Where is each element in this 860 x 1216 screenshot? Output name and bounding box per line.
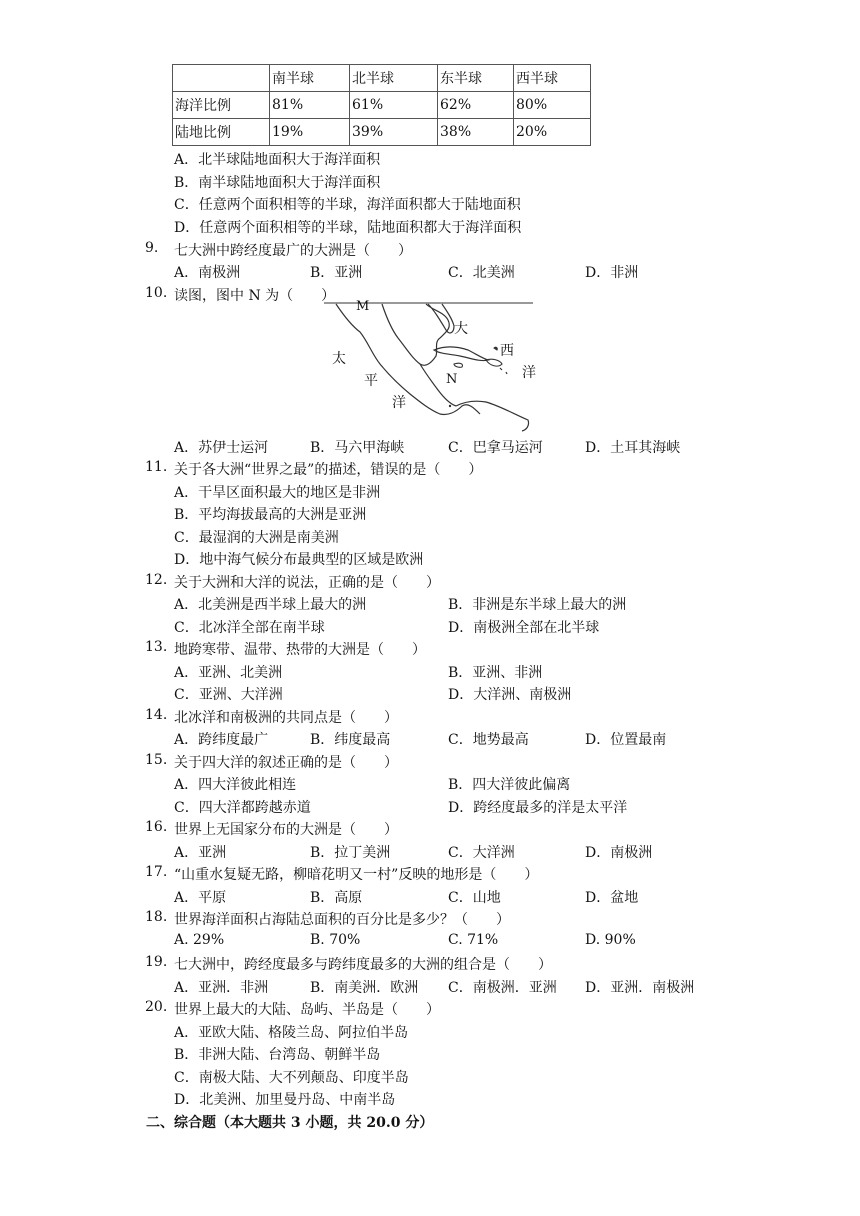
q11-number: 11. [145,459,168,475]
table-header-cell [173,65,270,92]
hemisphere-ratio-table [172,64,591,146]
q20-number: 20. [145,999,168,1015]
table-header-cell: 东半球 [438,65,514,92]
q17-option-a: A．平原 [174,890,227,906]
table-cell: 81% [270,92,350,119]
map-outline-svg [322,302,534,432]
table-cell: 陆地比例 [173,119,270,146]
q14-stem: 北冰洋和南极洲的共同点是（ ） [174,710,398,726]
q10-option-d: D．土耳其海峡 [585,440,681,456]
q15-option-c: C．四大洋都跨越赤道 [174,800,311,816]
q14-option-d: D．位置最南 [585,732,667,748]
q12-option-d: D．南极洲全部在北半球 [448,620,600,636]
q9-option-c: C．北美洲 [448,265,515,281]
q13-stem: 地跨寒带、温带、热带的大洲是（ ） [174,642,426,658]
q12-option-b: B．非洲是东半球上最大的洲 [448,597,627,613]
q15-stem: 关于四大洋的叙述正确的是（ ） [174,755,398,771]
q8-option-b: B．南半球陆地面积大于海洋面积 [174,175,381,191]
map-label-tai: 太 [332,351,346,367]
q13-option-a: A．亚洲、北美洲 [174,665,283,681]
q20-option-c: C．南极大陆、大不列颠岛、印度半岛 [174,1070,409,1086]
q16-option-c: C．大洋洲 [448,845,515,861]
table-cell: 19% [270,119,350,146]
q20-stem: 世界上最大的大陆、岛屿、半岛是（ ） [174,1002,440,1018]
q14-option-c: C．地势最高 [448,732,529,748]
q18-option-b: B. 70% [310,932,361,948]
q14-number: 14. [145,707,168,723]
q19-option-c: C．南极洲．亚洲 [448,980,557,996]
table-cell: 38% [438,119,514,146]
q19-number: 19. [145,954,168,970]
map-label-yang2: 洋 [392,395,406,411]
q15-option-b: B．四大洋彼此偏离 [448,777,571,793]
table-cell: 海洋比例 [173,92,270,119]
q18-option-d: D. 90% [585,932,636,948]
q11-option-b: B．平均海拔最高的大洲是亚洲 [174,507,367,523]
q11-option-d: D．地中海气候分布最典型的区域是欧洲 [174,552,424,568]
table-cell: 80% [514,92,591,119]
q11-stem: 关于各大洲“世界之最”的描述，错误的是（ ） [174,462,483,478]
q8-option-c: C．任意两个面积相等的半球，海洋面积都大于陆地面积 [174,197,521,213]
q13-option-b: B．亚洲、非洲 [448,665,543,681]
section-heading: 二、综合题（本大题共 3 小题，共 20.0 分） [146,1115,434,1131]
q12-stem: 关于大洲和大洋的说法，正确的是（ ） [174,575,440,591]
q10-stem: 读图，图中 N 为（ ） [174,288,336,304]
q15-option-a: A．四大洋彼此相连 [174,777,297,793]
q9-stem: 七大洲中跨经度最广的大洲是（ ） [174,243,412,259]
q10-option-c: C．巴拿马运河 [448,440,543,456]
q12-number: 12. [145,572,168,588]
q14-option-b: B．纬度最高 [310,732,391,748]
q17-number: 17. [145,864,168,880]
table-header-cell: 南半球 [270,65,350,92]
table-header-cell: 西半球 [514,65,591,92]
q16-option-a: A．亚洲 [174,845,227,861]
q11-option-c: C．最湿润的大洲是南美洲 [174,530,339,546]
q18-option-a: A. 29% [174,932,225,948]
q15-option-d: D．跨经度最多的洋是太平洋 [448,800,628,816]
map-label-yang1: 洋 [522,365,536,381]
q19-option-b: B．南美洲．欧洲 [310,980,419,996]
central-america-map [322,299,536,432]
q10-option-b: B．马六甲海峡 [310,440,405,456]
table-cell: 20% [514,119,591,146]
map-label-da: 大 [454,321,468,337]
table-row [173,119,591,146]
table-row [173,92,591,119]
map-label-ping: 平 [364,373,378,389]
q17-option-b: B．高原 [310,890,363,906]
q9-option-a: A．南极洲 [174,265,241,281]
map-label-xi: 西 [500,343,514,359]
table-cell: 61% [350,92,438,119]
table-header-cell: 北半球 [350,65,438,92]
q20-option-a: A．亚欧大陆、格陵兰岛、阿拉伯半岛 [174,1025,409,1041]
q18-option-c: C. 71% [448,932,499,948]
q16-option-b: B．拉丁美洲 [310,845,391,861]
q9-option-b: B．亚洲 [310,265,363,281]
map-label-n: N [446,372,458,387]
map-label-m: M [356,299,370,314]
q9-option-d: D．非洲 [585,265,639,281]
q8-option-a: A．北半球陆地面积大于海洋面积 [174,152,381,168]
q14-option-a: A．跨纬度最广 [174,732,269,748]
q12-option-a: A．北美洲是西半球上最大的洲 [174,597,367,613]
q16-number: 16. [145,819,168,835]
table-cell: 39% [350,119,438,146]
q13-option-c: C．亚洲、大洋洲 [174,687,283,703]
q16-option-d: D．南极洲 [585,845,653,861]
q17-option-c: C．山地 [448,890,501,906]
table-cell: 62% [438,92,514,119]
q17-stem: “山重水复疑无路，柳暗花明又一村”反映的地形是（ ） [174,867,539,883]
q19-option-d: D．亚洲．南极洲 [585,980,695,996]
q11-option-a: A．干旱区面积最大的地区是非洲 [174,485,381,501]
q13-number: 13. [145,639,168,655]
q13-option-d: D．大洋洲、南极洲 [448,687,572,703]
q20-option-b: B．非洲大陆、台湾岛、朝鲜半岛 [174,1047,381,1063]
q19-stem: 七大洲中，跨经度最多与跨纬度最多的大洲的组合是（ ） [174,957,552,973]
q12-option-c: C．北冰洋全部在南半球 [174,620,325,636]
q8-option-d: D．任意两个面积相等的半球，陆地面积都大于海洋面积 [174,220,522,236]
q15-number: 15. [145,752,168,768]
q18-stem: 世界海洋面积占海陆总面积的百分比是多少？（ ） [174,912,510,928]
q18-number: 18. [145,909,168,925]
q19-option-a: A．亚洲．非洲 [174,980,269,996]
q10-number: 10. [145,285,168,301]
q9-number: 9. [145,240,159,256]
table-header-row [173,65,591,92]
q17-option-d: D．盆地 [585,890,639,906]
q10-option-a: A．苏伊士运河 [174,440,269,456]
q16-stem: 世界上无国家分布的大洲是（ ） [174,822,398,838]
q20-option-d: D．北美洲、加里曼丹岛、中南半岛 [174,1092,396,1108]
